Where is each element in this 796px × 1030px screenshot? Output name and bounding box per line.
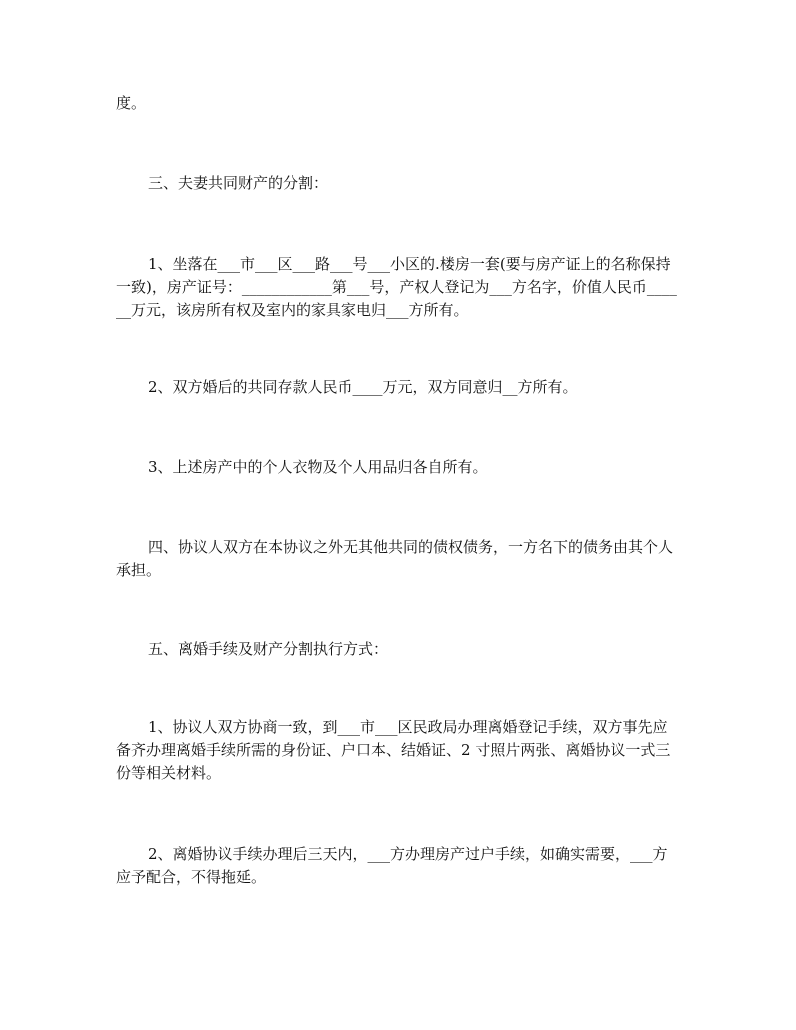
paragraph-registration-procedure: 1、协议人双方协商一致，到___市___区民政局办理离婚登记手续，双方事先应备齐办理离婚手续所需的身份证、户口本、结婚证、2 寸照片两张、离婚协议一式三份等相关材料。 <box>116 718 671 782</box>
section-heading-property-division: 三、夫妻共同财产的分割： <box>148 174 329 192</box>
section-heading-debts: 四、协议人双方在本协议之外无其他共同的债权债务，一方名下的债务由其个人承担。 <box>116 538 674 579</box>
paragraph-continuation: 度。 <box>116 94 147 112</box>
section-heading-divorce-procedures: 五、离婚手续及财产分割执行方式： <box>148 640 389 658</box>
paragraph-personal-items: 3、上述房产中的个人衣物及个人用品归各自所有。 <box>148 458 488 476</box>
paragraph-house-ownership: 1、坐落在___市___区___路___号___小区的.楼房一套(要与房产证上的名称保持一致)，房产证号：____________第___号，产权人登记为___方名字，价值人民币______万元，该房所有权及室内的家具家电归___方所有。 <box>116 255 677 319</box>
paragraph-joint-deposit: 2、双方婚后的共同存款人民币____万元，双方同意归__方所有。 <box>148 378 578 396</box>
paragraph-property-transfer: 2、离婚协议手续办理后三天内，___方办理房产过户手续，如确实需要，___方应予配合，不得拖延。 <box>116 845 668 886</box>
